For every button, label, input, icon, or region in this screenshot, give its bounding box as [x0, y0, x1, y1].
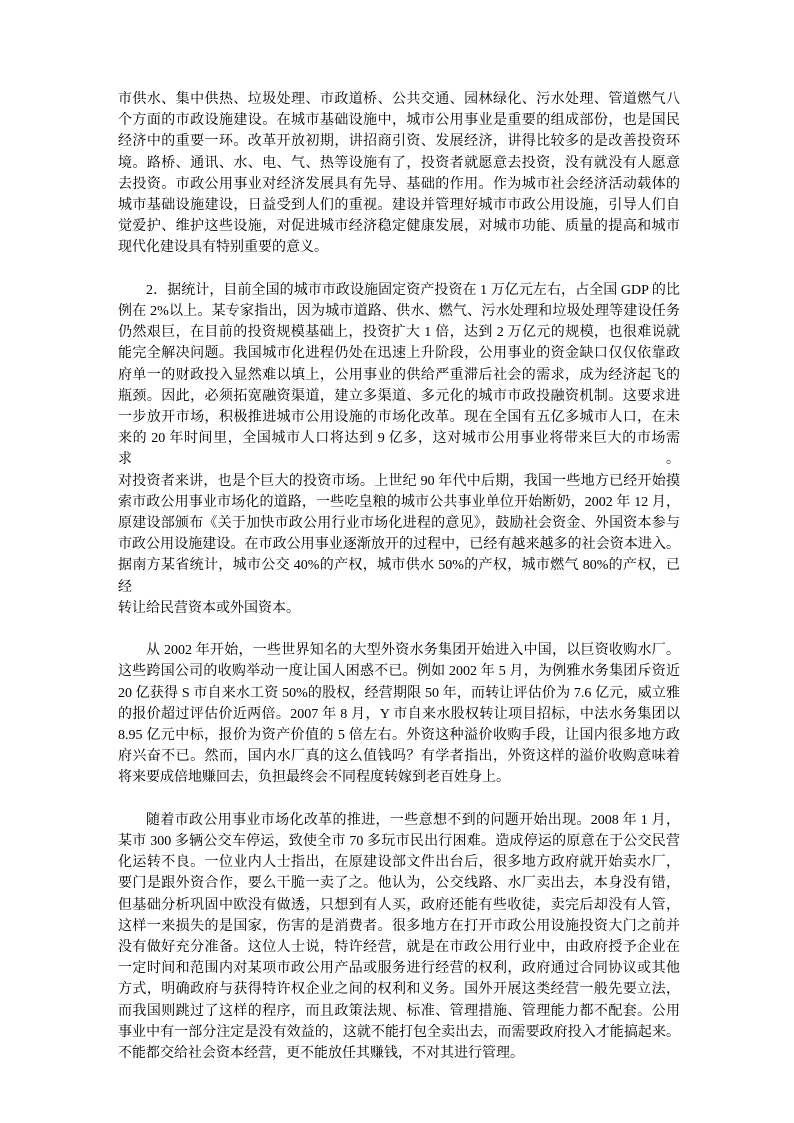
text-line: 不能都交给社会资本经营，更不能放任其赚钱，不对其进行管理。	[118, 1046, 524, 1062]
text-line: 市政公用设施建设。在市政公用事业逐渐放开的过程中，已经有越来越多的社会资本进入。	[118, 537, 680, 553]
text-line: 对投资者来讲，也是个巨大的投资市场。上世纪 90 年代中后期，我国一些地方已经开始摸	[118, 473, 680, 489]
text-line: 能完全解决问题。我国城市化进程仍处在迅速上升阶段，公用事业的资金缺口仅仅依靠政	[118, 346, 680, 362]
text-line: 但基础分析巩固中欧没有做透，只想到有人买，政府还能有些收徒，卖完后却没有人管，	[118, 897, 680, 913]
paragraph-3	[118, 640, 680, 788]
text-line: 的报价超过评估价近两倍。2007 年 8 月，Y 市自来水股权转让项目招标，中法水务集团以	[118, 706, 680, 722]
text-line: 府兴奋不已。然而，国内水厂真的这么值钱吗？有学者指出，外资这样的溢价收购意味着	[118, 749, 680, 765]
text-line: 从 2002 年开始，一些世界知名的大型外资水务集团开始进入中国，以巨资收购水厂。	[146, 643, 680, 659]
text-line: 觉爱护、维护这些设施，对促进城市经济稳定健康发展，对城市功能、质量的提高和城市	[118, 219, 680, 235]
text-line: 个方面的市政设施建设。在城市基础设施中，城市公用事业是重要的组成部份，也是国民	[118, 113, 680, 129]
text-line: 转让给民营资本或外国资本。	[118, 600, 300, 616]
paragraph-2	[118, 280, 680, 619]
text-line: 经济中的重要一环。改革开放初期，讲招商引资、发展经济，讲得比较多的是改善投资环	[118, 134, 680, 150]
text-line: 城市基础设施建设，日益受到人们的重视。建设并管理好城市市政公用设施，引导人们自	[118, 198, 680, 214]
text-line: 要门是跟外资合作，要么干脆一卖了之。他认为，公交线路、水厂卖出去，本身没有错，	[118, 876, 680, 892]
text-line: 一步放开市场，积极推进城市公用设施的市场化改革。现在全国有五亿多城市人口，在未	[118, 410, 680, 426]
text-line: 将来要成倍地赚回去，负担最终会不同程度转嫁到老百姓身上。	[118, 770, 510, 786]
text-line: 市供水、集中供热、垃圾处理、市政道桥、公共交通、园林绿化、污水处理、管道燃气八	[118, 92, 680, 107]
text-line: 没有做好充分准备。这位人士说，特许经营，就是在市政公用行业中，由政府授予企业在	[118, 940, 680, 956]
text-line: 索市政公用事业市场化的道路，一些吃皇粮的城市公共事业单位开始断奶，2002 年 12 月，	[118, 494, 680, 510]
paragraph-4	[118, 810, 680, 1064]
text-line: 方式，明确政府与获得特许权企业之间的权利和义务。国外开展这类经营一般先要立法，	[118, 982, 680, 998]
text-line: 这些跨国公司的收购举动一度让国人困惑不已。例如 2002 年 5 月，为例雅水务集团斥资近	[118, 664, 680, 680]
text-line: 这样一来损失的是国家，伤害的是消费者。很多地方在打开市政公用设施投资大门之前并	[118, 918, 680, 934]
text-line: 一定时间和范围内对某项市政公用产品或服务进行经营的权利，政府通过合同协议或其他	[118, 961, 680, 977]
text-line: 化运转不良。一位业内人士指出，在原建设部文件出台后，很多地方政府就开始卖水厂，	[118, 855, 680, 871]
text-line: 随着市政公用事业市场化改革的推进，一些意想不到的问题开始出现。2008 年 1 月，	[146, 812, 680, 828]
text-line: 某市 300 多辆公交车停运，致使全市 70 多玩市民出行困难。造成停运的原意在于公交民营	[118, 834, 680, 850]
paragraph-1	[118, 89, 680, 259]
text-line: 境。路桥、通讯、水、电、气、热等设施有了，投资者就愿意去投资，没有就没有人愿意	[118, 155, 680, 171]
text-line: 现代化建设具有特别重要的意义。	[118, 240, 328, 256]
text-line: 例在 2%以上。某专家指出，因为城市道路、供水、燃气、污水处理和垃圾处理等建设任务	[118, 304, 680, 320]
text-line: 据南方某省统计，城市公交 40%的产权，城市供水 50%的产权，城市燃气 80%的产权，已经	[118, 558, 680, 595]
text-line: 8.95 亿元中标，报价为资产价值的 5 倍左右。外资这种溢价收购手段，让国内很多地方政	[118, 728, 680, 744]
text-line: 来的 20 年时间里，全国城市人口将达到 9 亿多，这对城市公用事业将带来巨大的市场需求。	[118, 431, 680, 468]
document-content	[118, 89, 680, 1064]
text-line: 事业中有一部分注定是没有效益的，这就不能打包全卖出去，而需要政府投入才能搞起来。	[118, 1024, 680, 1040]
text-line: 仍然艰巨，在目前的投资规模基础上，投资扩大 1 倍，达到 2 万亿元的规模，也很难说就	[118, 325, 680, 341]
text-line: 而我国则跳过了这样的程序，而且政策法规、标准、管理措施、管理能力都不配套。公用	[118, 1003, 680, 1019]
text-line: 20 亿获得 S 市自来水工资 50%的股权，经营期限 50 年，而转让评估价为 7.6 亿元，威立雅	[118, 685, 680, 701]
text-line: 府单一的财政投入显然难以填上，公用事业的供给严重滞后社会的需求，成为经济起飞的	[118, 367, 680, 383]
text-line: 去投资。市政公用事业对经济发展具有先导、基础的作用。作为城市社会经济活动载体的	[118, 176, 680, 192]
text-line: 瓶颈。因此，必须拓宽融资渠道，建立多渠道、多元化的城市市政投融资机制。这要求进	[118, 388, 680, 404]
text-line: 2．据统计，目前全国的城市市政设施固定资产投资在 1 万亿元左右，占全国 GDP 的比	[146, 282, 680, 298]
text-line: 原建设部颁布《关于加快市政公用行业市场化进程的意见》，鼓励社会资金、外国资本参与	[118, 516, 680, 532]
